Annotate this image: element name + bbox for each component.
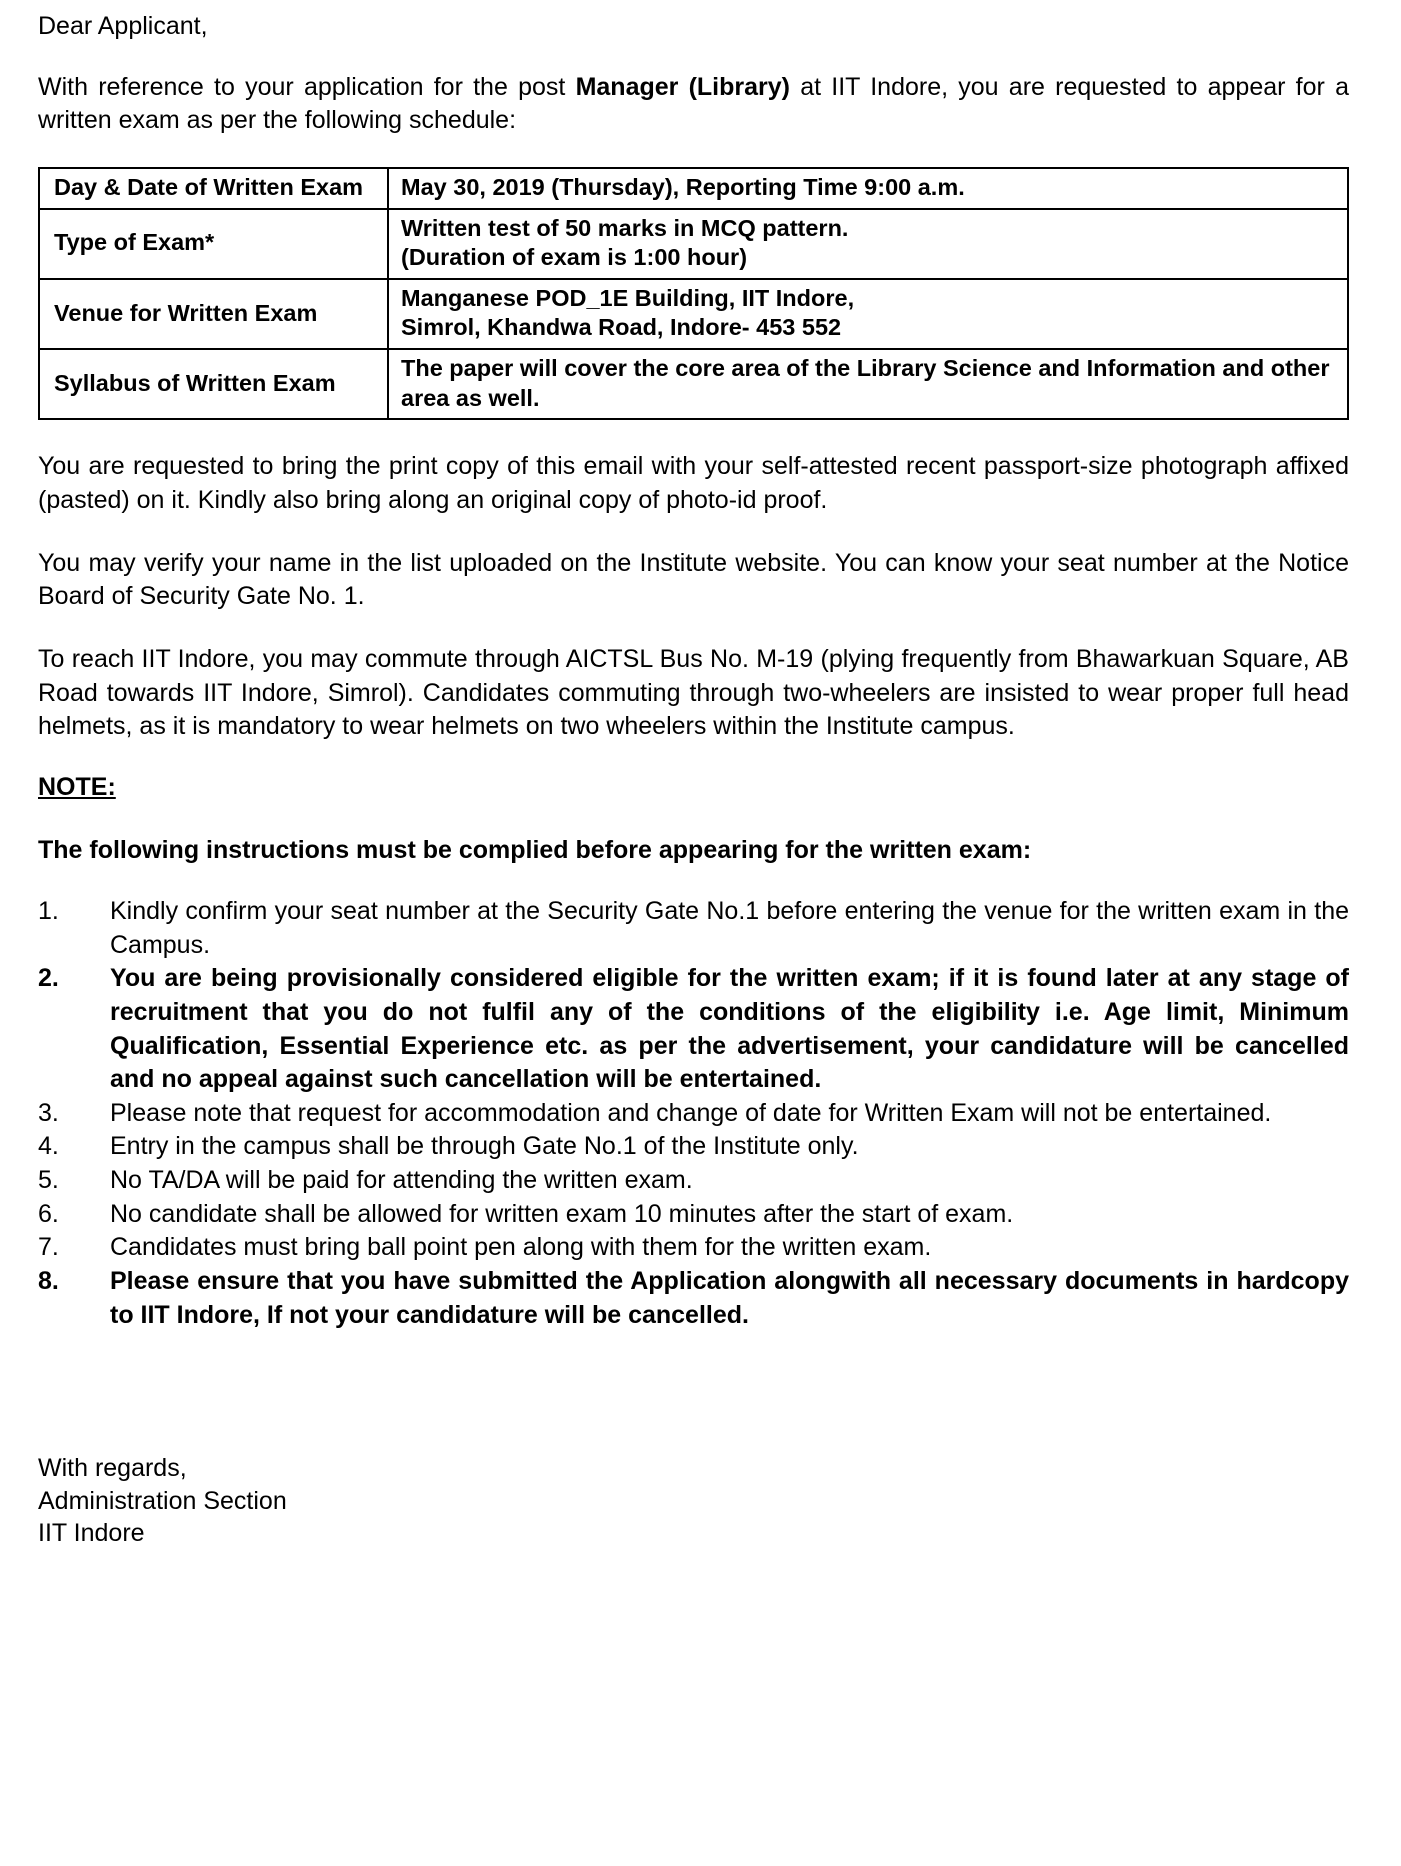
salutation: Dear Applicant, [38, 12, 208, 40]
row-value-type-of-exam [388, 209, 1348, 279]
item-number: 1. [38, 897, 59, 926]
schedule-table-body [39, 168, 1348, 419]
instructions-heading: The following instructions must be complied before appearing for the written exam: [38, 836, 1032, 865]
paragraph-how-to-reach: To reach IIT Indore, you may commute through AICTSL Bus No. M-19 (plying frequently from Bhawarkuan Square, AB Road towards IIT Indore, Simrol). Candidates commuting through two-wheelers are insisted to wear proper full head helmets, as it is mandatory to wear helmets on two wheelers within the Institute campus. [38, 645, 1349, 740]
row-label-syllabus: Syllabus of Written Exam [39, 349, 388, 419]
post-title: Manager (Library) [575, 72, 790, 101]
item-text: No candidate shall be allowed for written exam 10 minutes after the start of exam. [110, 1199, 1014, 1228]
row-label-venue: Venue for Written Exam [39, 279, 388, 349]
item-text: Kindly confirm your seat number at the Security Gate No.1 before entering the venue for the written exam in the Campus. [110, 897, 1349, 959]
row-label-type-of-exam: Type of Exam* [39, 209, 388, 279]
signoff-institute: IIT Indore [38, 1519, 145, 1548]
row-value-syllabus: The paper will cover the core area of the Library Science and Information and other area as well. [388, 349, 1348, 419]
item-number: 7. [38, 1233, 59, 1262]
signoff-section: Administration Section [38, 1486, 287, 1515]
list-item [38, 895, 1349, 962]
signature-block [38, 1452, 1349, 1550]
signoff-regards: With regards, [38, 1454, 187, 1483]
paragraph-verify-name: You may verify your name in the list uploaded on the Institute website. You can know your seat number at the Notice Board of Security Gate No. 1. [38, 548, 1349, 611]
cell-line: May 30, 2019 (Thursday), Reporting Time 9:00 a.m. [401, 174, 965, 200]
intro-paragraph [38, 71, 1349, 138]
item-text: Please note that request for accommodation and change of date for Written Exam will not be entertained. [110, 1098, 1272, 1127]
table-row [39, 279, 1348, 349]
intro-text-after: at IIT Indore, you are requested to appear for a written exam as per the following schedule: [38, 72, 1349, 134]
item-number: 8. [38, 1266, 59, 1295]
item-number: 5. [38, 1166, 59, 1195]
list-item [38, 1164, 1349, 1198]
item-text: Entry in the campus shall be through Gate No.1 of the Institute only. [110, 1132, 859, 1161]
table-row [39, 209, 1348, 279]
cell-line: Manganese POD_1E Building, IIT Indore, [401, 284, 855, 311]
list-item [38, 1265, 1349, 1332]
item-text: No TA/DA will be paid for attending the written exam. [110, 1166, 693, 1195]
cell-line: Simrol, Khandwa Road, Indore- 453 552 [401, 314, 842, 341]
row-label-day-date: Day & Date of Written Exam [39, 168, 388, 209]
item-text: Candidates must bring ball point pen along with them for the written exam. [110, 1233, 932, 1262]
cell-line: (Duration of exam is 1:00 hour) [401, 244, 748, 271]
table-row [39, 349, 1348, 419]
exam-schedule-table [38, 167, 1349, 420]
list-item [38, 1198, 1349, 1232]
list-item [38, 1130, 1349, 1164]
item-text: Please ensure that you have submitted the Application alongwith all necessary documents in hardcopy to IIT Indore, If not your candidature will be cancelled. [110, 1266, 1349, 1329]
instructions-list [38, 895, 1349, 1332]
item-number: 4. [38, 1132, 59, 1161]
list-item [38, 1231, 1349, 1265]
paragraph-bring-documents: You are requested to bring the print copy of this email with your self-attested recent passport-size photograph affixed (pasted) on it. Kindly also bring along an original copy of photo-id proof. [38, 452, 1349, 514]
list-item [38, 962, 1349, 1097]
cell-line: Written test of 50 marks in MCQ pattern. [401, 214, 849, 241]
note-heading: NOTE: [38, 773, 116, 802]
intro-text-before: With reference to your application for the post [38, 72, 576, 101]
item-text: You are being provisionally considered eligible for the written exam; if it is found later at any stage of recruitment that you do not fulfil any of the conditions of the eligibility i.e. Age limit, Minimum Qualification, Essential Experience etc. as per the advertisement, your candidature will be cancelled and no appeal against such cancellation will be entertained. [110, 964, 1349, 1094]
item-number: 2. [38, 964, 59, 993]
row-value-day-date [388, 168, 1348, 209]
item-number: 3. [38, 1098, 59, 1127]
table-row [39, 168, 1348, 209]
list-item [38, 1097, 1349, 1131]
row-value-venue [388, 279, 1348, 349]
item-number: 6. [38, 1199, 59, 1228]
